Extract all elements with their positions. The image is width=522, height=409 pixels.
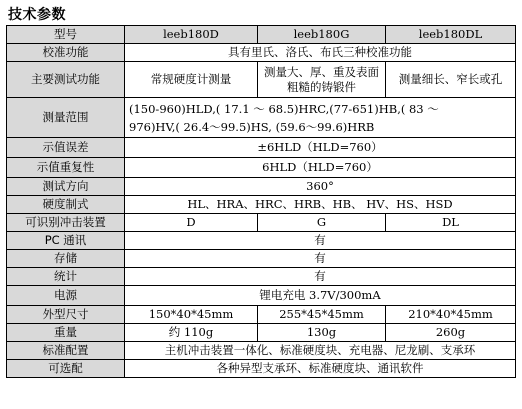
header-model-d: leeb180D	[125, 26, 258, 44]
page-title: 技术参数	[8, 7, 66, 23]
row-label: 示值重复性	[7, 158, 125, 178]
table-row	[7, 158, 516, 178]
row-value-g: G	[258, 214, 386, 232]
row-label: 主要测试功能	[7, 62, 125, 98]
row-label: 硬度制式	[7, 196, 125, 214]
table-row	[7, 44, 516, 62]
row-label: 测试方向	[7, 178, 125, 196]
header-model-dl: leeb180DL	[386, 26, 516, 44]
table-row	[7, 138, 516, 158]
row-label: 标准配置	[7, 342, 125, 360]
row-value: ±6HLD（HLD=760）	[125, 138, 516, 158]
row-value: 360°	[125, 178, 516, 196]
header-model-label: 型号	[7, 26, 125, 44]
row-value: 有	[125, 268, 516, 286]
row-label: PC 通讯	[7, 232, 125, 250]
row-value: 锂电充电 3.7V/300mA	[125, 286, 516, 306]
row-value: HL、HRA、HRC、HRB、HB、 HV、HS、HSD	[125, 196, 516, 214]
row-value-g: 255*45*45mm	[258, 306, 386, 324]
table-row	[7, 250, 516, 268]
table-row	[7, 324, 516, 342]
table-row	[7, 62, 516, 98]
row-value-d: 150*40*45mm	[125, 306, 258, 324]
row-value: 有	[125, 232, 516, 250]
table-row	[7, 306, 516, 324]
table-header-row	[7, 26, 516, 44]
measurement-range-line-2: 976)HV,( 26.4～99.5)HS, (59.6～99.6)HRB	[129, 119, 375, 134]
measurement-range-line-1: (150-960)HLD,( 17.1 ～ 68.5)HRC,(77-651)HB,( 83 ～	[129, 101, 439, 116]
measurement-range-cell	[125, 98, 516, 138]
table-row	[7, 286, 516, 306]
row-value-dl: 测量细长、窄长或孔	[386, 62, 516, 98]
row-value-g: 测量大、厚、重及表面粗糙的铸锻件	[258, 62, 386, 98]
row-value: 6HLD（HLD=760）	[125, 158, 516, 178]
table-row	[7, 342, 516, 360]
table-row	[7, 178, 516, 196]
header-model-g: leeb180G	[258, 26, 386, 44]
table-row	[7, 214, 516, 232]
row-value-dl: DL	[386, 214, 516, 232]
row-label: 校准功能	[7, 44, 125, 62]
row-value-d: 常规硬度计测量	[125, 62, 258, 98]
table-row	[7, 232, 516, 250]
row-label: 可选配	[7, 360, 125, 378]
row-value-dl: 210*40*45mm	[386, 306, 516, 324]
spec-table	[6, 25, 516, 378]
row-label: 示值误差	[7, 138, 125, 158]
row-label: 重量	[7, 324, 125, 342]
row-value: 各种异型支承环、标准硬度块、通讯软件	[125, 360, 516, 378]
row-value: 具有里氏、洛氏、布氏三种校准功能	[125, 44, 516, 62]
row-label: 统计	[7, 268, 125, 286]
row-value: 主机冲击装置一体化、标准硬度块、充电器、尼龙刷、支承环	[125, 342, 516, 360]
table-row	[7, 196, 516, 214]
row-label: 存储	[7, 250, 125, 268]
row-value-g: 130g	[258, 324, 386, 342]
table-row	[7, 268, 516, 286]
row-label: 外型尺寸	[7, 306, 125, 324]
row-value-d: D	[125, 214, 258, 232]
row-value-dl: 260g	[386, 324, 516, 342]
row-label: 可识别冲击装置	[7, 214, 125, 232]
row-value: 有	[125, 250, 516, 268]
row-label: 电源	[7, 286, 125, 306]
table-row	[7, 98, 516, 138]
row-label: 测量范围	[7, 98, 125, 138]
row-value-d: 约 110g	[125, 324, 258, 342]
table-row	[7, 360, 516, 378]
